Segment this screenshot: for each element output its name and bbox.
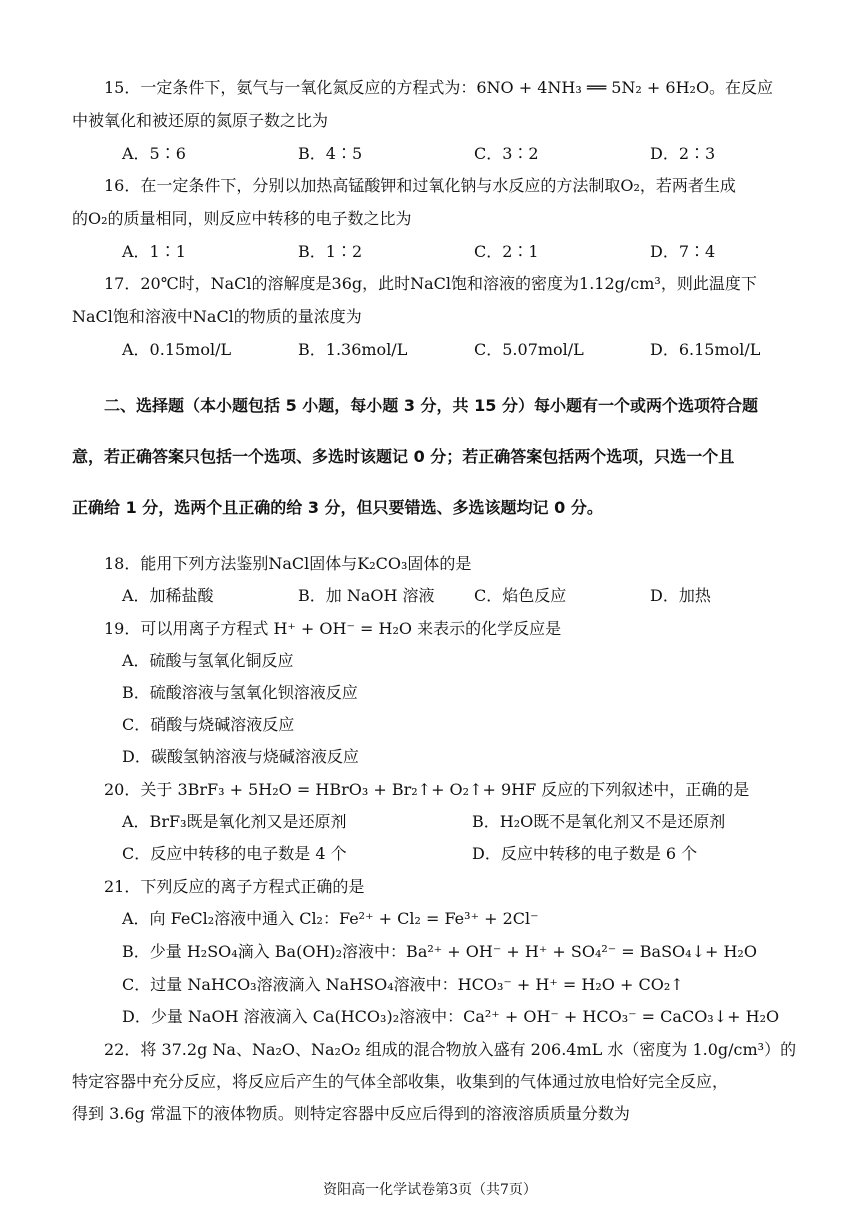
- q16-option-a: A．1∶1: [122, 242, 186, 261]
- q19-stem: 19．可以用离子方程式 H⁺ + OH⁻ = H₂O 来表示的化学反应是: [104, 619, 562, 638]
- q20-option-b: B．H₂O既不是氧化剂又不是还原剂: [472, 812, 726, 831]
- q19-option-a: A．硫酸与氢氧化铜反应: [122, 651, 294, 670]
- q18-options: [122, 585, 802, 607]
- q22-stem-line1: 22．将 37.2g Na、Na₂O、Na₂O₂ 组成的混合物放入盛有 206.4mL 水（密度为 1.0g/cm³）的: [104, 1040, 797, 1059]
- q17-options: [122, 339, 802, 361]
- q16-stem-line2: 的O₂的质量相同，则反应中转移的电子数之比为: [72, 209, 412, 228]
- q18-option-b: B．加 NaOH 溶液: [298, 586, 435, 605]
- q16-option-b: B．1∶2: [298, 242, 363, 261]
- q17-option-d: D．6.15mol/L: [650, 340, 761, 359]
- q18-option-a: A．加稀盐酸: [122, 586, 214, 605]
- section2-instructions-line1: 二、选择题（本小题包括 5 小题，每小题 3 分，共 15 分）每小题有一个或两个选项符合题: [104, 396, 758, 415]
- q18-option-c: C．焰色反应: [474, 586, 567, 605]
- q16-options: [122, 241, 802, 263]
- q16-option-d: D．7∶4: [650, 242, 716, 261]
- q21-stem: 21．下列反应的离子方程式正确的是: [104, 877, 365, 896]
- q22-stem-line2: 特定容器中充分反应，将反应后产生的气体全部收集，收集到的气体通过放电恰好完全反应，: [72, 1072, 729, 1091]
- q17-option-c: C．5.07mol/L: [474, 340, 584, 359]
- q18-option-d: D．加热: [650, 586, 711, 605]
- q17-option-a: A．0.15mol/L: [122, 340, 232, 359]
- q20-options-row1: [122, 811, 802, 833]
- page-footer: 资阳高一化学试卷第3页（共7页）: [323, 1182, 537, 1198]
- q22-stem-line3: 得到 3.6g 常温下的液体物质。则特定容器中反应后得到的溶液溶质质量分数为: [72, 1104, 630, 1123]
- q15-option-a: A．5∶6: [122, 144, 186, 163]
- q20-options-row2: [122, 843, 802, 865]
- q15-stem-line2: 中被氧化和被还原的氮原子数之比为: [72, 111, 329, 130]
- q20-stem: 20．关于 3BrF₃ + 5H₂O = HBrO₃ + Br₂↑+ O₂↑+ 9HF 反应的下列叙述中，正确的是: [104, 780, 750, 799]
- q15-option-d: D．2∶3: [650, 144, 716, 163]
- q20-option-d: D．反应中转移的电子数是 6 个: [472, 844, 698, 863]
- q15-options: [122, 143, 802, 165]
- q20-option-c: C．反应中转移的电子数是 4 个: [122, 844, 347, 863]
- q15-option-c: C．3∶2: [474, 144, 539, 163]
- q19-option-b: B．硫酸溶液与氢氧化钡溶液反应: [122, 683, 358, 702]
- q16-option-c: C．2∶1: [474, 242, 539, 261]
- q18-stem: 18．能用下列方法鉴别NaCl固体与K₂CO₃固体的是: [104, 554, 472, 573]
- q21-option-c: C．过量 NaHCO₃溶液滴入 NaHSO₄溶液中：HCO₃⁻ + H⁺ = H₂O + CO₂↑: [122, 975, 684, 994]
- q15-option-b: B．4∶5: [298, 144, 363, 163]
- q17-stem-line2: NaCl饱和溶液中NaCl的物质的量浓度为: [72, 307, 362, 326]
- section2-instructions-line2: 意，若正确答案只包括一个选项、多选时该题记 0 分；若正确答案包括两个选项，只选一个且: [72, 447, 735, 466]
- q16-stem-line1: 16．在一定条件下，分别以加热高锰酸钾和过氧化钠与水反应的方法制取O₂，若两者生成: [104, 176, 736, 195]
- q15-stem-line1: 15．一定条件下，氨气与一氧化氮反应的方程式为：6NO + 4NH₃ ══ 5N₂ + 6H₂O。在反应: [104, 78, 774, 97]
- q20-option-a: A．BrF₃既是氧化剂又是还原剂: [122, 812, 347, 831]
- section2-instructions-line3: 正确给 1 分，选两个且正确的给 3 分，但只要错选、多选该题均记 0 分。: [72, 498, 603, 517]
- q17-stem-line1: 17．20℃时，NaCl的溶解度是36g，此时NaCl饱和溶液的密度为1.12g/cm³，则此温度下: [104, 274, 757, 293]
- q17-option-b: B．1.36mol/L: [298, 340, 408, 359]
- q21-option-d: D．少量 NaOH 溶液滴入 Ca(HCO₃)₂溶液中：Ca²⁺ + OH⁻ + HCO₃⁻ = CaCO₃↓+ H₂O: [122, 1007, 780, 1026]
- q21-option-a: A．向 FeCl₂溶液中通入 Cl₂：Fe²⁺ + Cl₂ = Fe³⁺ + 2Cl⁻: [122, 909, 539, 928]
- q19-option-d: D．碳酸氢钠溶液与烧碱溶液反应: [122, 747, 359, 766]
- q21-option-b: B．少量 H₂SO₄滴入 Ba(OH)₂溶液中：Ba²⁺ + OH⁻ + H⁺ + SO₄²⁻ = BaSO₄↓+ H₂O: [122, 942, 757, 961]
- q19-option-c: C．硝酸与烧碱溶液反应: [122, 715, 295, 734]
